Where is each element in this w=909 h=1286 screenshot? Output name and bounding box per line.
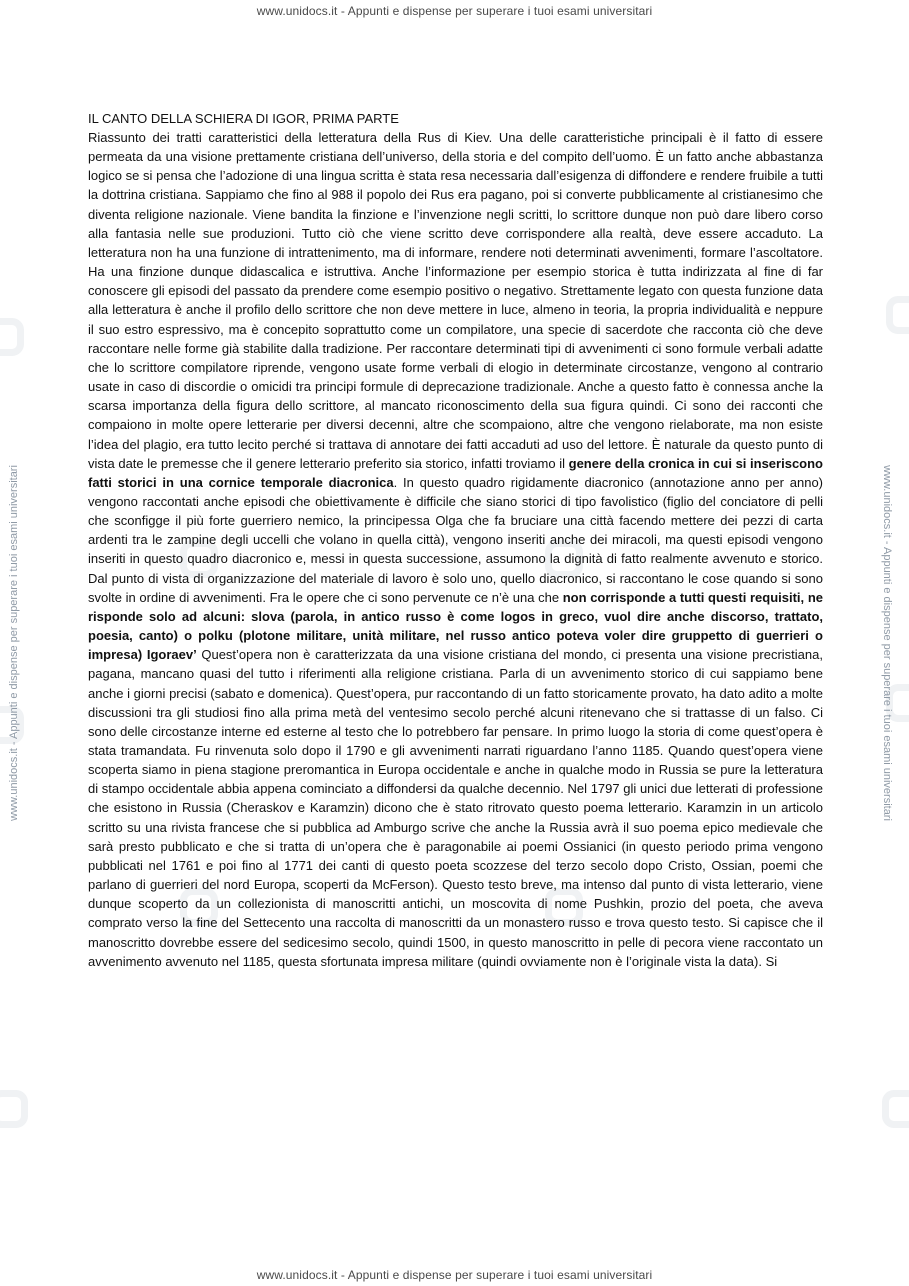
watermark-logo-left-upper — [0, 318, 24, 356]
footer-banner: www.unidocs.it - Appunti e dispense per superare i tuoi esami universitari — [256, 1268, 653, 1282]
bold-segment-slova-polku: non corrisponde a tutti questi requisiti, ne risponde solo ad alcuni: slova (parola, in antico russo è come logos in greco, vuol dire anche discorso, trattato, poesia, canto) o polku (plotone militare, unità militare, nel russo antico poteva voler dire gruppetto di guerrieri o impresa) Igoraev’ — [88, 589, 823, 663]
watermark-logo-bottom-right — [882, 1090, 909, 1128]
watermark-logo-bottom-left — [0, 1090, 28, 1128]
text-segment: . In questo quadro rigidamente diacronico (annotazione anno per anno) vengono raccontati anche episodi che obiettivamente è difficile che siano storici di tipo favolistico (figlio del conciatore di pelli che sconfigge il più forte guerriero nemico, la principessa Olga che fa bruciare una città facendo mettere dei pezzi di carta ardenti tra le zampine degli uccelli che volano in quella città), vengono inseriti anche dei miracoli, ma questi episodi vengono inseriti in questo quadro diacronico e, messi in questa successione, assumono la dignità di fatto realmente avvenuto e storico. Dal punto di vista di organizzazione del materiale di lavoro è solo uno, quello diacronico, si raccontano le cose quando si sono svolte in ordine di avvenimenti. Fra le opere che ci sono pervenute ce n’è una che — [88, 474, 824, 605]
side-watermark-right: www.unidocs.it - Appunti e dispense per superare i tuoi esami universitari — [881, 465, 893, 821]
header-banner: www.unidocs.it - Appunti e dispense per superare i tuoi esami universitari — [256, 4, 653, 18]
text-segment: Quest’opera non è caratterizzata da una visione cristiana del mondo, ci presenta una visione precristiana, pagana, mancano quasi del tutto i riferimenti alla religione cristiana. Parla di un avvenimento storico di cui sappiamo bene anche i giorni precisi (sabato e domenica). Quest’opera, pur raccontando di un fatto storicamente provato, ha dato adito a molte discussioni tra gli studiosi fino alla prima metà del ventesimo secolo perché alcuni ritenevano che si trattasse di un falso. Ci sono delle circostanze interne ed esterne al testo che lo potrebbero far pensare. In primo luogo la storia di come quest’opera è stata tramandata. Fu rinvenuta solo dopo il 1790 e gli avvenimenti narrati riguardano l’anno 1185. Quando quest’opera viene scoperta siamo in piena stagione preromantica in Europa occidentale e anche in qualche modo in Russia se pure la letteratura di stampo occidentale abbia appena cominciato a diffondersi da qualche decennio. Nel 1797 gli unici due letterati di professione che esistono in Russia (Cheraskov e Karamzin) dicono che è stato ritrovato questo poema letterario. Karamzin in un articolo scritto su una rivista francese che si pubblica ad Amburgo scrive che anche la Russia avrà il suo poema epico medievale che sarà presto pubblicato e che si tratta di un’opera che è paragonabile ai poemi Ossianici (in questo periodo prima vengono pubblicati nel 1761 e poi fino al 1771 dei canti di questo poeta scozzese del terzo secolo dopo Cristo, Ossian, poemi che parlano di guerrieri del nord Europa, scoperti da McFerson). Questo testo breve, ma intenso dal punto di vista letterario, viene dunque scoperto da un collezionista di manoscritti antichi, un moscovita di nome Pushkin, prozio del poeta, che aveva comprato verso la fine del Settecento una raccolta di manoscritti da un monastero russo e trova questo testo. Si capisce che il manoscritto dovrebbe essere del sedicesimo secolo, quindi 1500, in questo manoscritto in pelle di pecora viene raccontato un avvenimento avvenuto nel 1185, questa sfortunata impresa militare (quindi ovviamente non è l’originale vista la data). Si — [88, 647, 823, 969]
document-paragraph — [88, 128, 823, 971]
side-watermark-left: www.unidocs.it - Appunti e dispense per superare i tuoi esami universitari — [8, 465, 20, 821]
watermark-logo-right-upper — [886, 296, 909, 334]
bold-segment-cronica: genere della cronica in cui si inseriscono fatti storici in una cornice temporale diacronica — [88, 455, 823, 490]
text-segment: Riassunto dei tratti caratteristici della letteratura della Rus di Kiev. Una delle caratteristiche principali è il fatto di essere permeata da una visione prettamente cristiana dell’universo, della storia e del compito dell’uomo. È un fatto anche abbastanza logico se si pensa che l’adozione di una lingua scritta è stata resa necessaria dall’esigenza di diffondere e rendere fruibile a tutti la dottrina cristiana. Sappiamo che fino al 988 il popolo dei Rus era pagano, poi si converte pubblicamente al cristianesimo che diventa religione nazionale. Viene bandita la finzione e l’invenzione negli scritti, lo scrittore dunque non può dare libero corso alla fantasia nelle sue produzioni. Tutto ciò che viene scritto deve corrispondere alla realtà, deve essere accaduto. La letteratura non ha una funzione di intrattenimento, ma di informare, rendere noti determinati avvenimenti, formare l’ascoltatore. Ha una finzione dunque didascalica e istruttiva. Anche l’informazione per esempio storica è tutta indirizzata al fine di far conoscere gli episodi del passato da prendere come esempio positivo o negativo. Strettamente legato con questa funzione data alla letteratura è anche il profilo dello scrittore che non deve mettere in luce, almeno in teoria, la propria individualità e neppure il suo estro espressivo, ma è concepito soprattutto come un compilatore, una specie di sacerdote che racconta ciò che deve raccontare nelle forme già stabilite dalla tradizione. Per raccontare determinati tipi di avvenimenti ci sono formule verbali adatte che lo scrittore compilatore riprende, vengono usate forme verbali di elogio in determinate circostanze, vengono al contrario usate in caso di discordie o omicidi tra principi formule di deprecazione tradizionale. Anche a questo fatto è connessa anche la scarsa importanza della figura dello scrittore, al mancato riconoscimento della sua figura quindi. Ci sono dei racconti che compaiono in molte opere letterarie per diversi decenni, altre che scompaiono, altre che vengono rielaborate, ma non esiste l’idea del plagio, era tutto lecito perché si trattava di annotare dei fatti accaduti ad uso del lettore. È naturale da questo punto di vista date le premesse che il genere letterario preferito sia storico, infatti troviamo il — [88, 130, 823, 471]
document-title: IL CANTO DELLA SCHIERA DI IGOR, PRIMA PARTE — [88, 111, 399, 126]
document-body — [88, 109, 823, 971]
